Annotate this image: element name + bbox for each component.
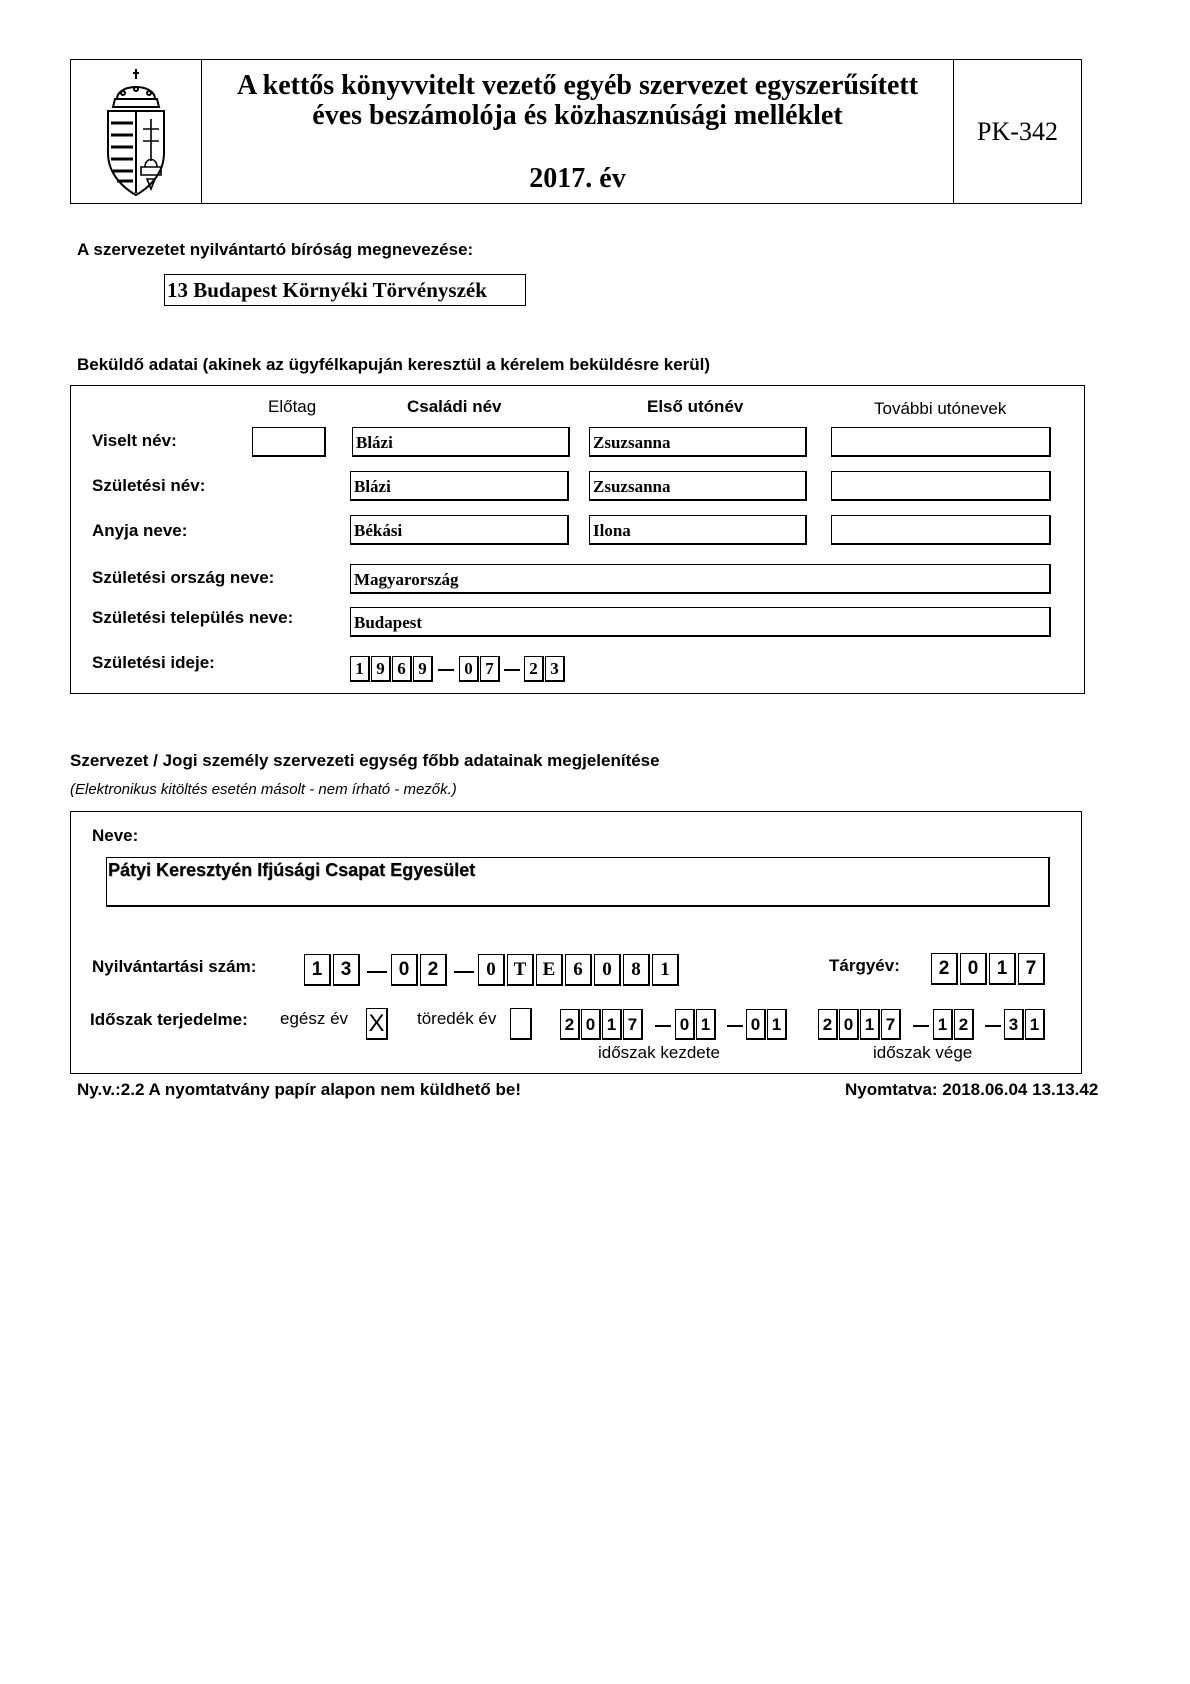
org-name-label: Neve: (92, 826, 139, 845)
period-label: Időszak terjedelme: (90, 1010, 248, 1029)
period-start-digit: 0 (581, 1009, 601, 1040)
partial-year-checkbox[interactable] (510, 1008, 532, 1040)
birth-country-label: Születési ország neve: (92, 568, 275, 587)
title-line-1: A kettős könyvvitelt vezető egyéb szervezet egyszerűsített (236, 70, 919, 101)
form-code: PK-342 (977, 116, 1058, 146)
worn-name-prefix-field[interactable] (252, 427, 326, 457)
reg-number-digit: 1 (304, 954, 331, 986)
period-start-digit: 1 (767, 1009, 787, 1040)
period-end-digit: 0 (839, 1009, 859, 1040)
form-year: 2017. év (529, 163, 626, 194)
print-timestamp: Nyomtatva: 2018.06.04 13.13.42 (845, 1080, 1099, 1099)
subject-year-digit: 0 (960, 953, 987, 985)
org-section-subtitle: (Elektronikus kitöltés esetén másolt - nem írható - mezők.) (70, 781, 457, 798)
col-header-family: Családi név (407, 397, 502, 416)
title-line-2: éves beszámolója és közhasznúsági melléklet (312, 100, 843, 131)
whole-year-checkbox[interactable]: X (366, 1008, 388, 1040)
form-title (202, 60, 954, 203)
birth-name-label: Születési név: (92, 476, 206, 495)
whole-year-label: egész év (280, 1009, 349, 1028)
subject-year-digit: 2 (931, 953, 958, 985)
birth-date-digit: 7 (480, 656, 500, 682)
period-end-digit: 2 (818, 1009, 838, 1040)
period-end-label: időszak vége (873, 1043, 973, 1062)
birth-city-label: Születési település neve: (92, 608, 294, 627)
date-separator (913, 1025, 929, 1027)
birth-name-other-field[interactable] (831, 471, 1051, 501)
date-separator (985, 1025, 1001, 1027)
reg-number-digit: 0 (594, 954, 621, 986)
worn-name-first-field[interactable]: Zsuzsanna (589, 427, 807, 457)
col-header-prefix: Előtag (268, 397, 317, 416)
col-header-other: További utónevek (874, 399, 1007, 418)
period-end-digit: 2 (954, 1009, 974, 1040)
birth-date-digit: 9 (371, 656, 391, 682)
birth-date-digit: 6 (392, 656, 412, 682)
logo-cell (71, 60, 202, 203)
birth-name-family-field[interactable]: Blázi (350, 471, 569, 501)
worn-name-family-field[interactable]: Blázi (352, 427, 570, 457)
mother-name-first-field[interactable]: Ilona (589, 515, 807, 545)
birth-date-digit: 9 (413, 656, 433, 682)
period-end-digit: 7 (881, 1009, 901, 1040)
period-end-digit: 3 (1004, 1009, 1024, 1040)
form-header (70, 59, 1082, 204)
period-start-digit: 7 (623, 1009, 643, 1040)
footer-note: Ny.v.:2.2 A nyomtatvány papír alapon nem küldhető be! (77, 1080, 521, 1099)
sender-section-title: Beküldő adatai (akinek az ügyfélkapuján keresztül a kérelem beküldésre kerül) (77, 355, 711, 374)
org-name-field[interactable]: Pátyi Keresztyén Ifjúsági Csapat Egyesület (106, 857, 1050, 907)
period-start-digit: 0 (675, 1009, 695, 1040)
reg-number-digit: 0 (391, 954, 418, 986)
period-start-label: időszak kezdete (598, 1043, 720, 1062)
reg-number-digit: 3 (333, 954, 360, 986)
col-header-first: Első utónév (647, 397, 744, 416)
birth-date-digit: 1 (350, 656, 370, 682)
birth-country-field[interactable]: Magyarország (350, 564, 1051, 594)
birth-date-label: Születési ideje: (92, 653, 215, 672)
subject-year-label: Tárgyév: (829, 956, 900, 975)
birth-date-digit: 0 (459, 656, 479, 682)
period-start-digit: 0 (746, 1009, 766, 1040)
period-start-digit: 2 (560, 1009, 580, 1040)
date-separator (727, 1025, 743, 1027)
worn-name-label: Viselt név: (92, 431, 177, 450)
birth-city-field[interactable]: Budapest (350, 607, 1051, 637)
reg-number-digit: T (507, 954, 534, 986)
birth-name-first-field[interactable]: Zsuzsanna (589, 471, 807, 501)
period-end-digit: 1 (933, 1009, 953, 1040)
reg-separator (454, 971, 474, 973)
period-start-digit: 1 (696, 1009, 716, 1040)
period-start-digit: 1 (602, 1009, 622, 1040)
court-field[interactable]: 13 Budapest Környéki Törvényszék (164, 274, 526, 306)
reg-number-digit: 1 (652, 954, 679, 986)
partial-year-label: töredék év (417, 1009, 497, 1028)
org-section-title: Szervezet / Jogi személy szervezeti egység főbb adatainak megjelenítése (70, 751, 660, 770)
reg-number-label: Nyilvántartási szám: (92, 957, 257, 976)
birth-date-digit: 2 (524, 656, 544, 682)
reg-number-digit: 0 (478, 954, 505, 986)
reg-separator (367, 971, 387, 973)
mother-name-label: Anyja neve: (92, 521, 188, 540)
reg-number-digit: 8 (623, 954, 650, 986)
reg-number-digit: 6 (565, 954, 592, 986)
date-separator (504, 669, 520, 671)
period-end-digit: 1 (1025, 1009, 1045, 1040)
mother-name-other-field[interactable] (831, 515, 1051, 545)
reg-number-digit: E (536, 954, 563, 986)
coat-of-arms-icon (103, 67, 169, 197)
worn-name-other-field[interactable] (831, 427, 1051, 457)
subject-year-digit: 7 (1018, 953, 1045, 985)
subject-year-digit: 1 (989, 953, 1016, 985)
reg-number-digit: 2 (420, 954, 447, 986)
period-end-digit: 1 (860, 1009, 880, 1040)
mother-name-family-field[interactable]: Békási (350, 515, 569, 545)
date-separator (438, 669, 454, 671)
court-label: A szervezetet nyilvántartó bíróság megnevezése: (77, 240, 474, 259)
birth-date-digit: 3 (545, 656, 565, 682)
date-separator (655, 1025, 671, 1027)
